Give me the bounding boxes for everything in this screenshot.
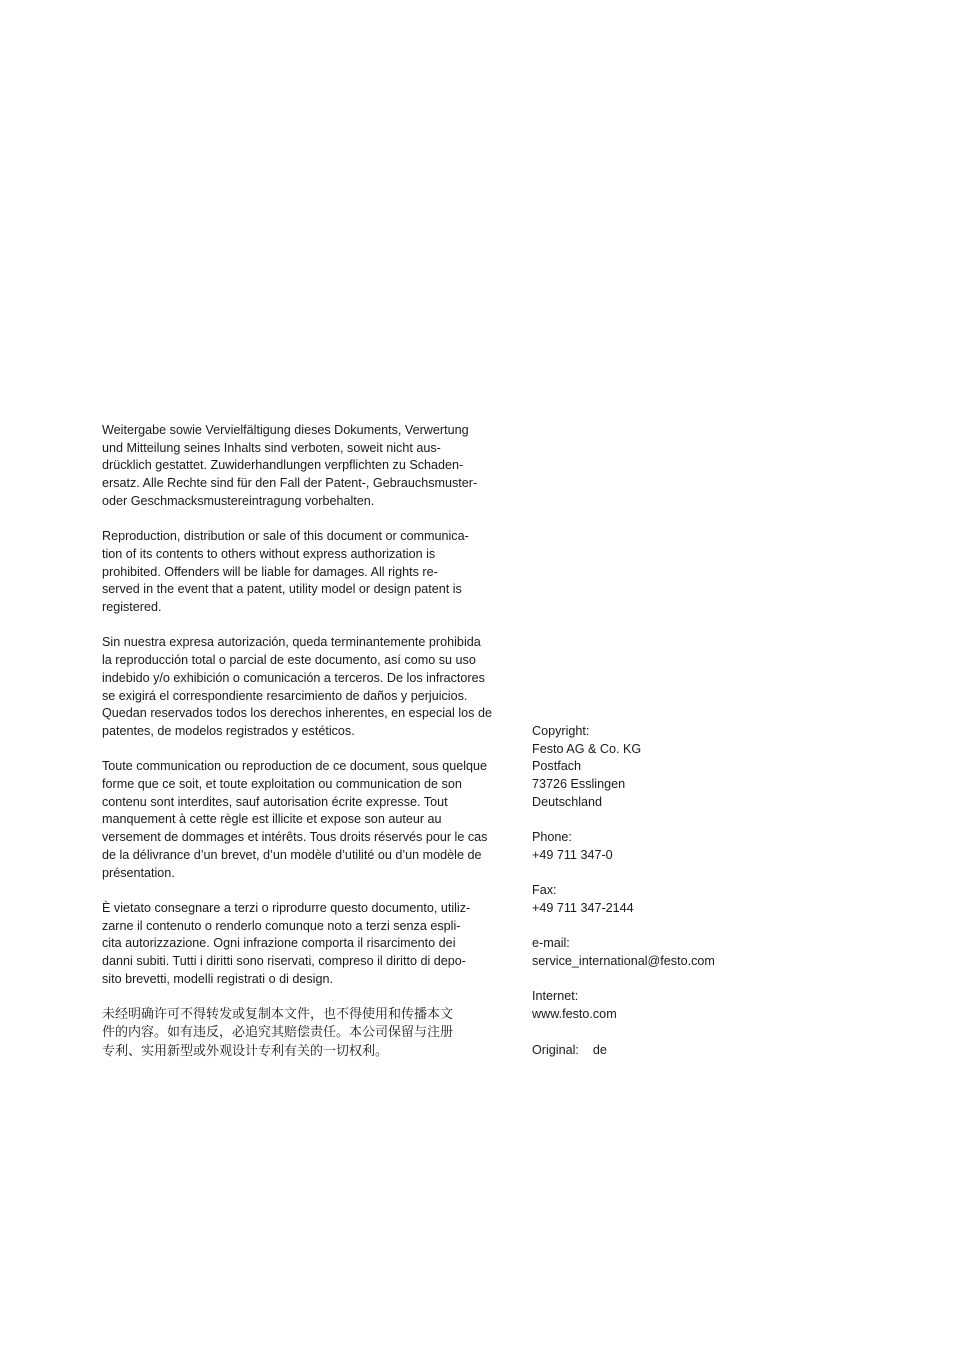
legal-notice-french: Toute communication ou reproduction de ce document, sous quelque forme que ce soit, et toute exploitation ou communication de son contenu sont interdites, sauf autorisation écrite expresse. Tout manquement à cette règle est illicite et expose son auteur au versement de dommages et intérêts. Tous droits réservés pour le cas de la délivrance d’un brevet, d’un modèle d’utilité ou d’un modèle de présentation. [102, 759, 488, 880]
company-name: Festo AG & Co. KG [532, 741, 642, 756]
po-box: Postfach [532, 759, 582, 774]
email-address: service_international@festo.com [532, 954, 715, 969]
email-block [532, 935, 792, 970]
contact-info [532, 723, 792, 1077]
email-label: e-mail: [532, 936, 570, 951]
internet-block [532, 988, 792, 1023]
original-label: Original: [532, 1042, 579, 1057]
legal-notice-german: Weitergabe sowie Vervielfältigung dieses Dokuments, Verwertung und Mitteilung seines Inhalts sind verboten, soweit nicht aus- drücklich gestattet. Zuwiderhandlungen verpflichten zu Schaden- ersatz. Alle Rechte sind für den Fall der Patent-, Gebrauchsmuster- oder Geschmacksmustereintragung vorbehalten. [102, 423, 478, 508]
copyright-block [532, 723, 792, 812]
internet-label: Internet: [532, 989, 579, 1004]
phone-label: Phone: [532, 830, 572, 845]
city: 73726 Esslingen [532, 777, 626, 792]
country: Deutschland [532, 794, 603, 809]
fax-label: Fax: [532, 883, 557, 898]
website-url: www.festo.com [532, 1007, 617, 1022]
legal-notice-chinese: 未经明确许可不得转发或复制本文件，也不得使用和传播本文 件的内容。如有违反，必追究其赔偿责任。本公司保留与注册 专利、实用新型或外观设计专利有关的一切权利。 [102, 1006, 454, 1058]
fax-block [532, 882, 792, 917]
phone-number: +49 711 347-0 [532, 847, 613, 862]
legal-notice-italian: È vietato consegnare a terzi o riprodurre questo documento, utiliz- zarne il contenuto o renderlo comunque noto a terzi senza espli- cita autorizzazione. Ogni infrazione comporta il risarcimento dei danni subiti. Tutti i diritti sono riservati, compreso il diritto di depo- sito brevetti, modelli registrati o di design. [102, 900, 471, 986]
phone-block [532, 829, 792, 864]
legal-notice [102, 422, 517, 1077]
legal-notice-english: Reproduction, distribution or sale of this document or communica- tion of its contents to others without express authorization is prohibited. Offenders will be liable for damages. All rights re- served in the event that a patent, utility model or design patent is registered. [102, 529, 469, 615]
original-language-value: de [592, 1042, 607, 1057]
original-language-row [532, 1042, 792, 1060]
copyright-label: Copyright: [532, 724, 590, 738]
legal-notice-spanish: Sin nuestra expresa autorización, queda terminantemente prohibida la reproducción total o parcial de este documento, así como su uso indebido y/o exhibición o comunicación a terceros. De los infractores se exigirá el correspondiente resarcimiento de daños y perjuicios. Quedan reservados todos los derechos inherentes, en especial los de patentes, de modelos registrados y estéticos. [102, 635, 492, 738]
fax-number: +49 711 347-2144 [532, 901, 634, 915]
